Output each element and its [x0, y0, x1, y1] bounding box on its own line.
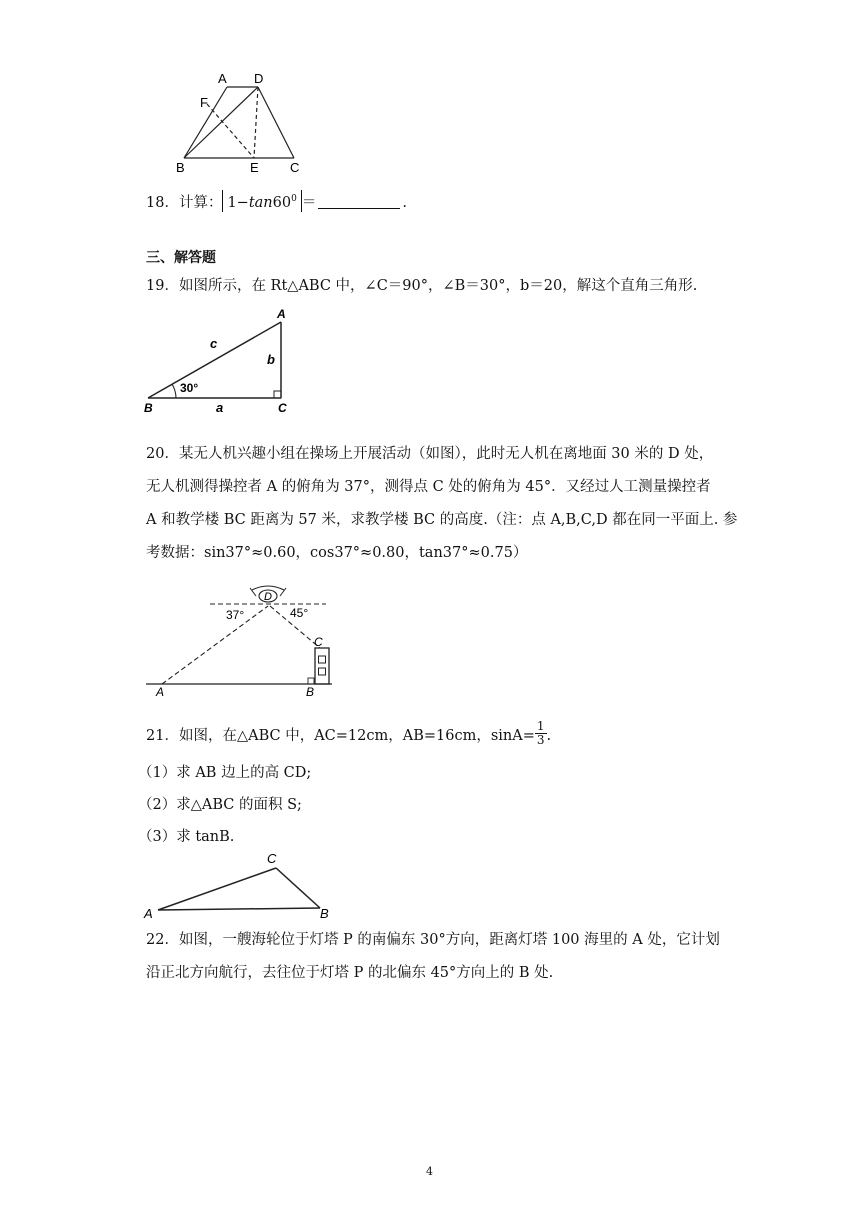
label-A: A [156, 685, 165, 699]
figure-drone [140, 580, 350, 700]
label-B: B [320, 906, 329, 920]
label-a: a [216, 400, 224, 415]
question-20-line-2: 无人机测得操控者 A 的俯角为 37°，测得点 C 处的俯角为 45°．又经过人工测量操控者 [146, 479, 711, 495]
question-20-line-1: 20．某无人机兴趣小组在操场上开展活动（如图），此时无人机在离地面 30 米的 D 处， [146, 446, 714, 462]
answer-blank[interactable] [318, 194, 400, 209]
label-B: B [306, 685, 315, 699]
label-D: D [254, 71, 264, 86]
label-E: E [250, 160, 259, 175]
label-C: C [314, 635, 323, 649]
label-C: C [267, 851, 277, 866]
question-22-line-1: 22．如图，一艘海轮位于灯塔 P 的南偏东 30°方向，距离灯塔 100 海里的 A 处，它计划 [146, 932, 720, 948]
figure-triangle-abc [140, 848, 340, 920]
label-A: A [218, 71, 227, 86]
label-angle: 30° [180, 381, 199, 395]
page-number: 4 [426, 1165, 433, 1178]
label-A: A [144, 906, 153, 920]
label-b: b [267, 352, 275, 367]
label-C: C [290, 160, 300, 175]
fraction: $\frac{1}{3}$ [536, 718, 545, 747]
label-C: C [278, 401, 287, 415]
section-heading: 三、解答题 [146, 250, 216, 266]
question-22-line-2: 沿正北方向航行，去往位于灯塔 P 的北偏东 45°方向上的 B 处. [146, 965, 554, 981]
question-21-part-1: （1）求 AB 边上的高 CD; [138, 765, 312, 781]
question-21-part-2: （2）求△ABC 的面积 S; [138, 797, 302, 813]
question-21-part-3: （3）求 tanB. [138, 829, 235, 845]
label-B: B [144, 401, 153, 415]
question-21: 21．如图，在△ABC 中，AC=12cm，AB=16cm，sinA= $\frac{1}{3}$ . [146, 718, 552, 747]
figure-right-triangle [140, 306, 300, 416]
label-angle-45: 45° [290, 606, 309, 620]
figure-trapezoid [170, 66, 310, 178]
question-20-line-3: A 和教学楼 BC 距离为 57 米，求教学楼 BC 的高度.（注：点 A,B,C,D 都在同一平面上. 参 [146, 512, 738, 528]
label-B: B [176, 160, 185, 175]
label-D: D [264, 591, 272, 603]
absolute-value: $1-\tan 60^0$ [222, 190, 301, 212]
label-A: A [277, 307, 286, 321]
label-angle-37: 37° [226, 608, 245, 622]
question-18: 18．计算： $1-\tan 60^0$ ＝ . [146, 190, 407, 213]
question-20-line-4: 考数据：sin37°≈0.60，cos37°≈0.80，tan37°≈0.75） [146, 545, 528, 561]
label-c: c [210, 336, 218, 351]
question-19: 19．如图所示，在 Rt△ABC 中，∠C＝90°，∠B＝30°，b＝20，解这个直角三角形. [146, 278, 698, 294]
label-F: F [200, 95, 208, 110]
